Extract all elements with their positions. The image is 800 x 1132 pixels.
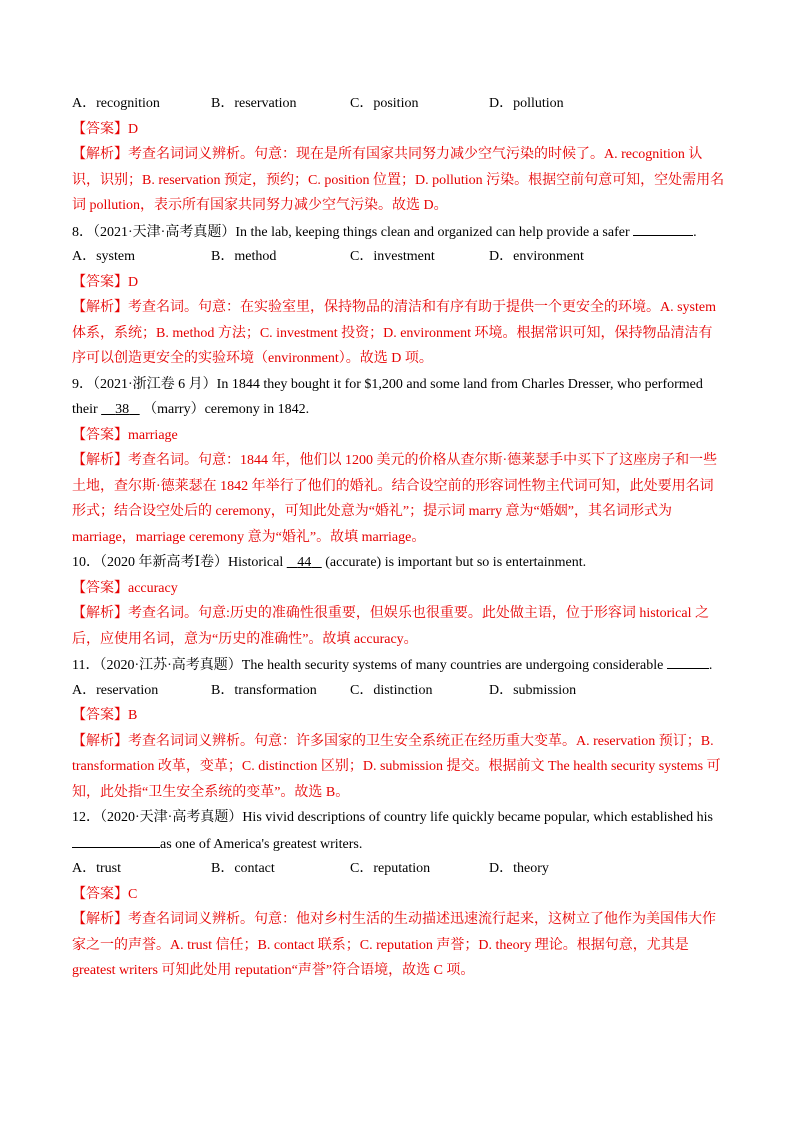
- q10-stem-end: (accurate) is important but so is entertainment.: [321, 555, 587, 570]
- q11-stem: [72, 652, 732, 678]
- q7-options: [72, 91, 732, 117]
- q9-analysis-line: 【解析】考查名词。句意：1844 年，他们以 1200 美元的价格从查尔斯·德莱瑟手中买下了这座房子和一些: [72, 453, 718, 468]
- q10-blank: [287, 555, 322, 570]
- q9-stem-line1: 9．（2021·浙江卷 6 月）In 1844 they bought it for $1,200 and some land from Charles Dresser, who performed: [72, 376, 703, 392]
- q12-stem-line2: [72, 831, 732, 857]
- q11-blank: [667, 652, 709, 669]
- q9-stem-end: （marry）ceremony in 1842.: [139, 402, 310, 417]
- q7-answer: [72, 117, 732, 143]
- answer-label: 【答案】: [72, 121, 128, 137]
- q11-answer: [72, 703, 732, 729]
- q8-analysis-line: 【解析】考查名词。句意：在实验室里，保持物品的清洁和有序有助于提供一个更安全的环境。A. system: [72, 300, 716, 315]
- q12-option-b: B．contact: [211, 861, 275, 876]
- q8-stem-end: .: [693, 224, 697, 240]
- q10-answer: [72, 576, 732, 602]
- answer-label: 【答案】: [72, 427, 128, 443]
- q9-analysis-line: marriage，marriage ceremony 意为“婚礼”。故填 marriage。: [72, 529, 426, 545]
- q12-answer: [72, 882, 732, 908]
- q9-stem-line2: [72, 397, 732, 423]
- q9-answer: [72, 423, 732, 449]
- q11-analysis-line: 【解析】考查名词词义辨析。句意：许多国家的卫生安全系统正在经历重大变革。A. reservation 预订；B.: [72, 733, 714, 749]
- q12-option-c: C．reputation: [350, 861, 431, 876]
- q11-analysis-line: 知，此处指“卫生安全系统的变革”。故选 B。: [72, 784, 350, 800]
- q12-stem-end: as one of America's greatest writers.: [160, 836, 363, 852]
- q7-option-b: B．reservation: [211, 96, 297, 111]
- q7-analysis-line: 识，识别；B. reservation 预定，预约；C. position 位置；D. pollution 污染。根据空前句意可知，空处需用名: [72, 172, 725, 188]
- q12-options: [72, 856, 732, 882]
- q12-option-a: A．trust: [72, 861, 121, 876]
- q8-option-b: B．method: [211, 249, 277, 264]
- answer-value: C: [128, 886, 138, 902]
- q7-analysis-line: 词 pollution，表示所有国家共同努力减少空气污染。故选 D。: [72, 198, 448, 213]
- q12-analysis-line: 家之一的声誉。A. trust 信任；B. contact 联系；C. reputation 声誉；D. theory 理论。根据句意，尤其是: [72, 937, 689, 953]
- q11-option-a: A．reservation: [72, 682, 159, 698]
- q9-stem-text: their: [72, 402, 102, 417]
- q7-analysis-line: 【解析】考查名词词义辨析。句意：现在是所有国家共同努力减少空气污染的时候了。A. recognition 认: [72, 147, 703, 162]
- answer-value: D: [128, 121, 139, 137]
- q8-answer: [72, 270, 732, 296]
- q11-analysis-line: transformation 改革，变革；C. distinction 区别；D. submission 提交。根据前文 The health security systems 可: [72, 759, 721, 774]
- q12-blank: [72, 831, 160, 848]
- q12-option-d: D．theory: [489, 861, 549, 876]
- answer-value: accuracy: [128, 580, 178, 596]
- q11-stem-end: .: [708, 658, 713, 673]
- q7-option-d: D．pollution: [489, 96, 564, 111]
- q10-blank-number: 44: [297, 555, 312, 570]
- q12-analysis-line: 【解析】考查名词词义辨析。句意：他对乡村生活的生动描述迅速流行起来，这树立了他作为美国伟大作: [72, 912, 716, 927]
- q8-analysis-line: 体系，系统；B. method 方法；C. investment 投资；D. environment 环境。根据常识可知，保持物品清洁有: [72, 325, 713, 341]
- answer-label: 【答案】: [72, 886, 128, 902]
- q11-option-c: C．distinction: [350, 682, 433, 698]
- q10-stem: [72, 550, 732, 576]
- q8-blank: [633, 219, 693, 236]
- q8-option-c: C．investment: [350, 249, 435, 264]
- answer-value: marriage: [128, 427, 178, 443]
- q8-analysis-line: 序可以创造更安全的实验环境（environment）。故选 D 项。: [72, 351, 433, 366]
- q10-analysis-line: 【解析】考查名词。句意:历史的准确性很重要，但娱乐也很重要。此处做主语，位于形容词 historical 之: [72, 606, 709, 621]
- q8-stem: [72, 219, 732, 245]
- q11-option-b: B．transformation: [211, 682, 317, 698]
- q9-analysis-line: 土地，查尔斯·德莱瑟在 1842 年举行了他们的婚礼。结合设空前的形容词性物主代词可知，此处要用名词: [72, 478, 714, 494]
- q8-option-a: A．system: [72, 249, 135, 264]
- q9-analysis-line: 形式；结合设空处后的 ceremony，可知此处意为“婚礼”；提示词 marry 意为“婚姻”，其名词形式为: [72, 504, 672, 519]
- q8-options: [72, 244, 732, 270]
- q8-option-d: D．environment: [489, 249, 584, 264]
- answer-label: 【答案】: [72, 274, 128, 290]
- q9-blank: [101, 402, 140, 417]
- q11-options: [72, 678, 732, 704]
- q7-option-a: A．recognition: [72, 96, 160, 111]
- q7-option-c: C．position: [350, 96, 419, 111]
- document-page: [72, 91, 732, 984]
- answer-value: B: [128, 708, 138, 723]
- q8-stem-text: 8．（2021·天津·高考真题）In the lab, keeping things clean and organized can help provide a safer: [72, 224, 634, 240]
- q12-stem-line1: 12．（2020·天津·高考真题）His vivid descriptions of country life quickly became popular, which established his: [72, 810, 713, 825]
- q11-option-d: D．submission: [489, 682, 577, 698]
- q11-stem-text: 11．（2020·江苏·高考真题）The health security systems of many countries are undergoing considerable: [72, 658, 667, 673]
- q10-analysis-line: 后，应使用名词，意为“历史的准确性”。故填 accuracy。: [72, 631, 418, 647]
- answer-label: 【答案】: [72, 580, 128, 596]
- q12-analysis-line: greatest writers 可知此处用 reputation“声誉”符合语境，故选 C 项。: [72, 963, 475, 978]
- answer-value: D: [128, 274, 139, 290]
- q10-stem-text: 10．（2020 年新高考Ⅰ卷）Historical: [72, 555, 287, 570]
- answer-label: 【答案】: [72, 708, 128, 723]
- q9-blank-number: 38: [115, 402, 130, 417]
